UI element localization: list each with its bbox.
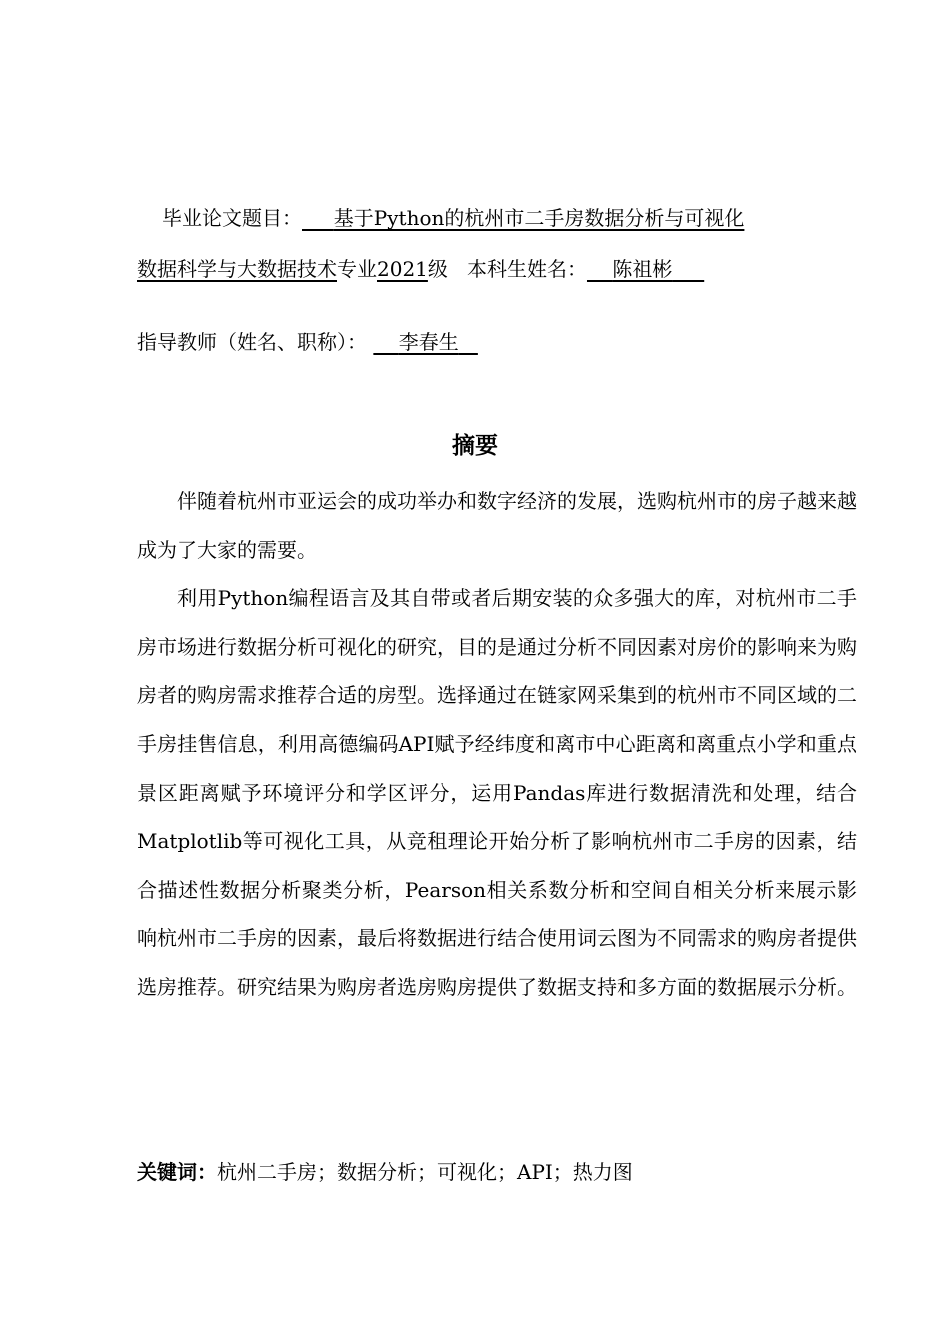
advisor-name-underline <box>373 330 478 354</box>
advisor-line <box>137 328 478 356</box>
abstract-body <box>137 477 857 1012</box>
student-name: 陈祖彬 <box>612 257 673 281</box>
abstract-paragraph: 利用Python编程语言及其自带或者后期安装的众多强大的库，对杭州市二手房市场进行数据分析可视化的研究，目的是通过分析不同因素对房价的影响来为购房者的购房需求推荐合适的房型。选择通过在链家网采集到的杭州市不同区域的二手房挂售信息，利用高德编码API赋予经纬度和离市中心距离和离重点小学和重点景区距离赋予环境评分和学区评分，运用Pandas库进行数据清洗和处理，结合Matplotlib等可视化工具，从竞租理论开始分析了影响杭州市二手房的因素，结合描述性数据分析聚类分析，Pearson相关系数分析和空间自相关分析来展示影响杭州市二手房的因素，最后将数据进行结合使用词云图为不同需求的购房者提供选房推荐。研究结果为购房者选房购房提供了数据支持和多方面的数据展示分析。 <box>137 586 857 999</box>
advisor-name: 李春生 <box>398 330 459 354</box>
grade-suffix: 级 <box>427 257 448 281</box>
student-name-label: 本科生姓名： <box>466 257 587 281</box>
keywords-label: 关键词： <box>137 1160 217 1184</box>
major-suffix: 专业 <box>337 257 377 281</box>
keywords-line <box>137 1157 633 1187</box>
abstract-paragraph: 伴随着杭州市亚运会的成功举办和数字经济的发展，选购杭州市的房子越来越成为了大家的需要。 <box>137 489 857 562</box>
thesis-title-underline <box>302 206 744 230</box>
thesis-title-label: 毕业论文题目： <box>162 206 302 230</box>
grade-year: 2021 <box>377 257 428 281</box>
advisor-label: 指导教师（姓名、职称）： <box>137 330 367 354</box>
major-student-line <box>137 255 704 283</box>
student-name-underline <box>587 257 704 281</box>
abstract-heading: 摘要 <box>452 433 498 459</box>
thesis-title-line <box>162 204 744 232</box>
thesis-title-value: 基于Python的杭州市二手房数据分析与可视化 <box>333 206 745 230</box>
major-name: 数据科学与大数据技术 <box>137 257 337 281</box>
keywords-list: 杭州二手房；数据分析；可视化；API；热力图 <box>217 1160 633 1184</box>
